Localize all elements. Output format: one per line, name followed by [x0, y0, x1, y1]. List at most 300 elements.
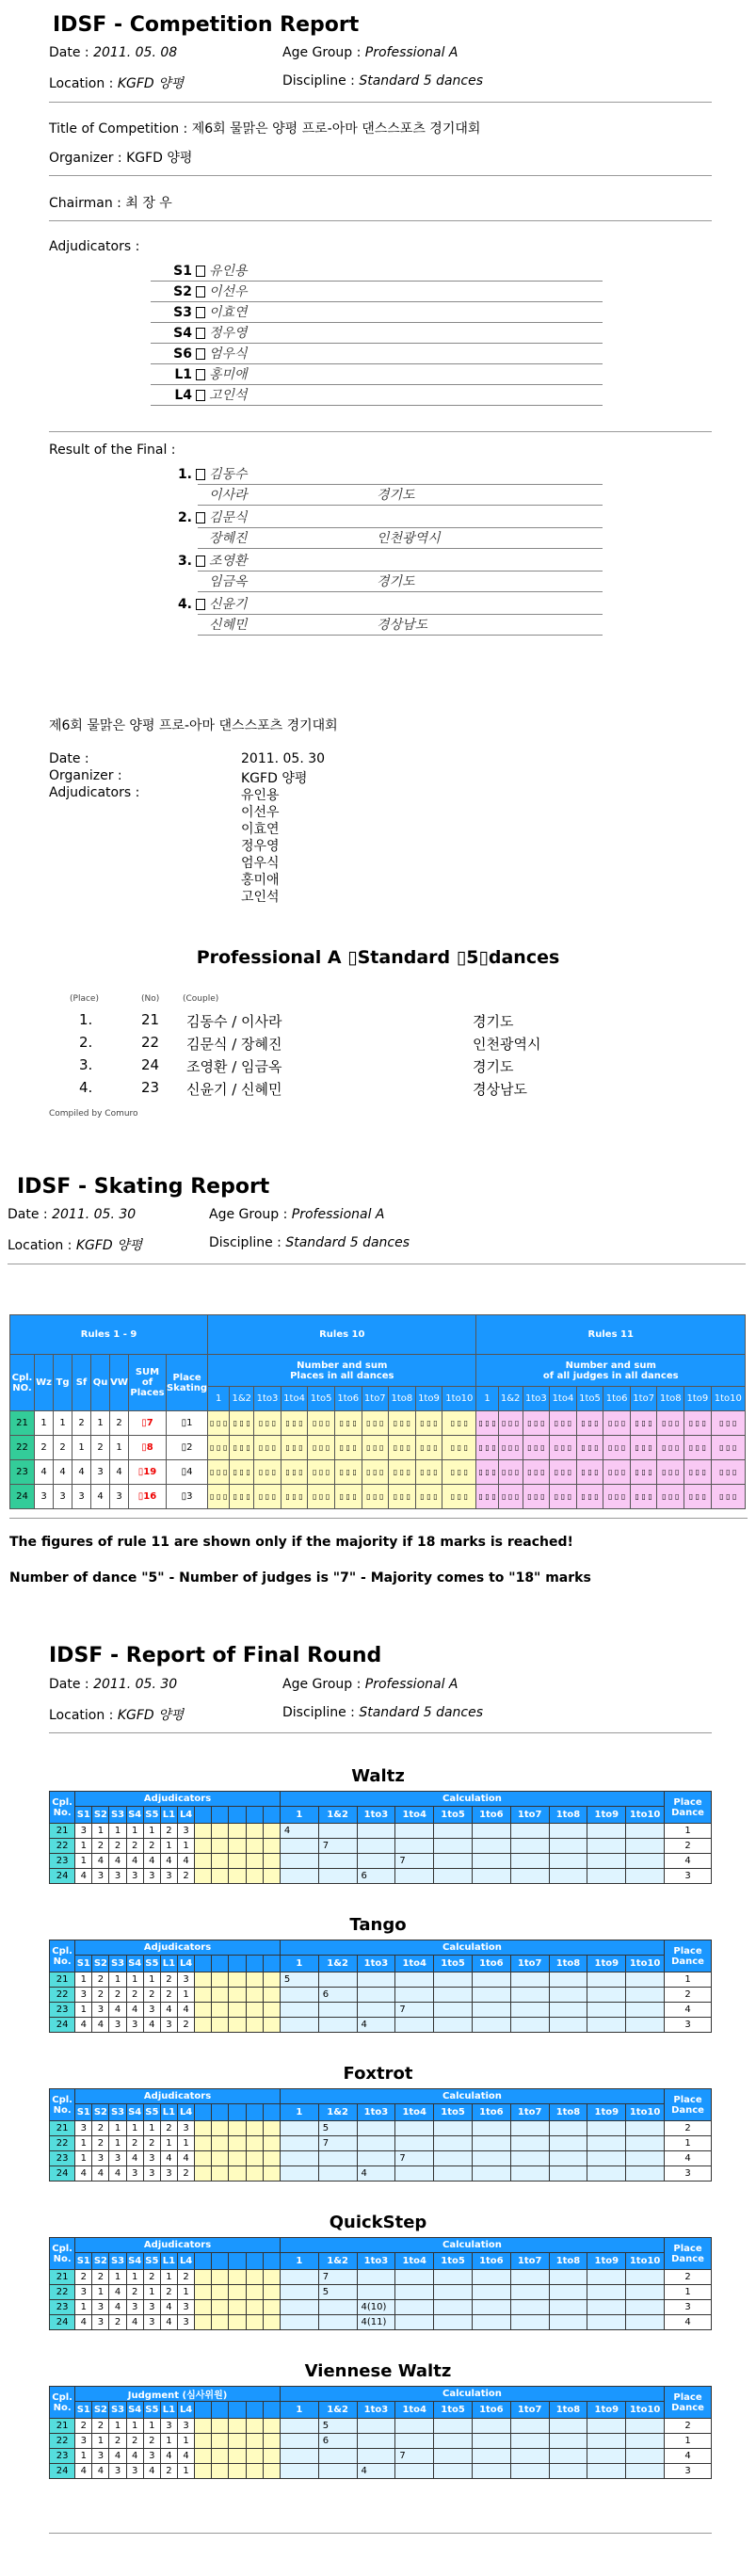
judge-col: S2	[92, 1807, 109, 1824]
judge-mark: 4	[109, 2449, 126, 2464]
calc-col: 1to5	[434, 1807, 473, 1824]
judge-col	[212, 2104, 229, 2121]
square-glyph	[196, 328, 205, 339]
place-dance: 4	[665, 2003, 712, 2018]
rule11-col: 1to9	[684, 1387, 712, 1411]
result-list	[151, 465, 603, 638]
judge-mark: 3	[143, 2300, 160, 2315]
judge-mark: 3	[178, 1972, 195, 1988]
rule10-cell: ▯ ▯ ▯	[208, 1436, 230, 1460]
chairman-row	[49, 193, 172, 212]
judge-mark	[229, 1869, 246, 1884]
calc-cell	[549, 2285, 587, 2300]
calc-cell	[434, 1854, 473, 1869]
judge-mark	[229, 2419, 246, 2434]
calc-col: 1to6	[472, 1956, 510, 1972]
fr-date-row	[49, 1677, 177, 1692]
result-region: 경기도	[377, 488, 415, 503]
summary-couple: 김문식 / 장혜진	[186, 1036, 282, 1053]
rule10-cell: ▯ ▯ ▯	[362, 1460, 389, 1485]
judge-mark	[263, 2018, 280, 2033]
calc-cell	[587, 2434, 626, 2449]
judge-mark: 1	[109, 1972, 126, 1988]
judge-mark: 2	[178, 2166, 195, 2182]
majority-note: Number of dance "5" - Number of judges is "7" - Majority comes to "18" marks	[9, 1570, 591, 1586]
calc-cell	[318, 1854, 357, 1869]
adjudicators-header: Adjudicators	[75, 1792, 281, 1807]
judge-mark: 4	[109, 2285, 126, 2300]
result-place: 1.	[177, 467, 192, 482]
judge-mark	[263, 2121, 280, 2136]
sk-date-value: 2011. 05. 30	[52, 1207, 137, 1222]
judge-mark	[195, 2300, 212, 2315]
judge-mark	[263, 1839, 280, 1854]
calc-cell	[434, 2003, 473, 2018]
judge-mark: 4	[92, 2464, 109, 2479]
judge-mark: 4	[143, 1854, 160, 1869]
final-row	[50, 2464, 712, 2479]
judge-mark	[246, 2449, 263, 2464]
judge-mark: 4	[109, 2003, 126, 2018]
fr-age-value: Professional A	[364, 1677, 458, 1692]
summary-date: 2011. 05. 30	[241, 751, 326, 766]
judge-mark: 4	[160, 2003, 177, 2018]
judge-mark	[263, 2166, 280, 2182]
judge-mark: 2	[160, 1824, 177, 1839]
judge-mark: 1	[178, 2285, 195, 2300]
final-row	[50, 2166, 712, 2182]
calc-cell	[587, 1839, 626, 1854]
calc-cell	[549, 2315, 587, 2330]
sk-date-row	[8, 1207, 136, 1222]
dance-place: 2	[54, 1436, 72, 1460]
judge-mark: 2	[143, 1988, 160, 2003]
calc-cell	[357, 2136, 395, 2151]
fr-discipline-row	[282, 1705, 483, 1720]
calc-cell	[357, 2285, 395, 2300]
underline	[151, 384, 603, 385]
rule10-cell: ▯ ▯ ▯	[415, 1436, 442, 1460]
judge-mark: 2	[126, 1839, 143, 1854]
sk-discipline-value: Standard 5 dances	[285, 1235, 410, 1250]
underline	[151, 363, 603, 364]
rule10-cell: ▯ ▯ ▯	[230, 1436, 254, 1460]
judge-mark	[212, 2300, 229, 2315]
judge-col	[246, 1956, 263, 1972]
rule10-cell: ▯ ▯ ▯	[362, 1411, 389, 1436]
judge-col: S3	[109, 2402, 126, 2419]
rule10-cell: ▯ ▯ ▯	[308, 1485, 335, 1509]
place-dance: 2	[665, 1988, 712, 2003]
calc-cell	[587, 2121, 626, 2136]
rule11-cell: ▯ ▯ ▯	[630, 1411, 657, 1436]
rule10-cell: ▯ ▯ ▯	[415, 1411, 442, 1436]
rule11-cell: ▯ ▯ ▯	[603, 1485, 631, 1509]
judge-mark: 2	[126, 2136, 143, 2151]
place-skating: ▯3	[167, 1485, 208, 1509]
summary-couple: 조영환 / 임금옥	[186, 1058, 282, 1075]
calc-cell	[472, 2136, 510, 2151]
cpl-number: 23	[10, 1460, 35, 1485]
calc-cell	[472, 2166, 510, 2182]
judge-mark: 4	[109, 1854, 126, 1869]
calc-cell	[395, 2270, 434, 2285]
adjudicator-code: S4	[173, 326, 192, 341]
sum-of-places: ▯16	[129, 1485, 167, 1509]
calc-cell	[549, 1824, 587, 1839]
final-round-title: IDSF - Report of Final Round	[49, 1644, 382, 1667]
judge-col: S2	[92, 2253, 109, 2270]
header-row	[50, 2104, 712, 2121]
calc-cell	[626, 2166, 665, 2182]
square-glyph	[196, 599, 205, 610]
judge-mark	[229, 2018, 246, 2033]
square-glyph	[196, 469, 205, 480]
calculation-header: Calculation	[280, 2089, 664, 2104]
judge-mark	[246, 1839, 263, 1854]
rule10-cell: ▯ ▯ ▯	[208, 1485, 230, 1509]
rule10-col: 1to3	[254, 1387, 281, 1411]
calc-cell	[280, 2300, 318, 2315]
judge-mark	[195, 2003, 212, 2018]
underline	[151, 301, 603, 302]
calc-col: 1to7	[510, 1956, 549, 1972]
judge-mark	[263, 2315, 280, 2330]
rules-10-header: Rules 10	[208, 1315, 476, 1355]
adjudicator-name: 고인석	[209, 388, 248, 403]
judge-mark: 2	[126, 1988, 143, 2003]
judge-mark	[212, 2136, 229, 2151]
adjudicator-list	[151, 262, 603, 407]
result-man: 신윤기	[209, 597, 248, 612]
calc-col: 1to3	[357, 1956, 395, 1972]
judge-col: S3	[109, 1807, 126, 1824]
judge-mark: 4	[75, 2464, 92, 2479]
judge-mark	[263, 1854, 280, 1869]
summary-place: 3.	[79, 1056, 93, 1073]
rule11-cell: ▯ ▯ ▯	[498, 1411, 523, 1436]
dance-header: Wz	[35, 1355, 54, 1411]
judge-mark: 4	[160, 2300, 177, 2315]
calc-col: 1to7	[510, 2253, 549, 2270]
judge-mark: 2	[109, 1988, 126, 2003]
judge-mark	[246, 2121, 263, 2136]
calc-cell	[626, 2449, 665, 2464]
calc-col: 1to10	[626, 1956, 665, 1972]
judge-mark: 3	[160, 2419, 177, 2434]
judge-mark	[195, 2136, 212, 2151]
calc-cell	[626, 2285, 665, 2300]
rule11-cell: ▯ ▯ ▯	[603, 1436, 631, 1460]
calc-cell	[434, 2121, 473, 2136]
org-value: KGFD 양평	[126, 151, 193, 166]
location-label: Location :	[49, 76, 118, 91]
result-label: Result of the Final :	[49, 443, 176, 458]
judge-mark: 1	[178, 1839, 195, 1854]
cpl-number: 24	[10, 1485, 35, 1509]
calc-col: 1to4	[395, 1956, 434, 1972]
judge-mark: 2	[160, 1972, 177, 1988]
judge-mark: 1	[126, 2270, 143, 2285]
adjudicator-name: 홍미애	[209, 367, 248, 382]
calc-col: 1	[280, 2104, 318, 2121]
header-row	[50, 1956, 712, 1972]
calc-cell	[318, 2449, 357, 2464]
rule11-cell: ▯ ▯ ▯	[711, 1436, 745, 1460]
sum-of-places: ▯19	[129, 1460, 167, 1485]
divider	[49, 431, 712, 432]
judge-mark	[246, 1869, 263, 1884]
result-line-lady	[151, 486, 603, 507]
judge-mark	[212, 1869, 229, 1884]
calc-cell	[434, 2300, 473, 2315]
dance-place: 2	[72, 1411, 91, 1436]
judge-mark: 2	[92, 2136, 109, 2151]
rule10-cell: ▯ ▯ ▯	[415, 1485, 442, 1509]
sk-date-label: Date :	[8, 1207, 53, 1222]
fr-date-value: 2011. 05. 30	[93, 1677, 178, 1692]
judge-mark	[246, 2300, 263, 2315]
header-row	[10, 1355, 746, 1387]
place-dance: 1	[665, 2136, 712, 2151]
summary-adjudicator: 홍미애	[241, 873, 280, 888]
dance-place: 3	[110, 1485, 129, 1509]
place-skating-header: Place Skating	[167, 1355, 208, 1411]
place-dance: 2	[665, 2270, 712, 2285]
calc-cell	[395, 2136, 434, 2151]
place-dance: 3	[665, 2018, 712, 2033]
judge-mark	[263, 1869, 280, 1884]
calc-cell	[395, 2315, 434, 2330]
judge-mark: 4	[75, 2018, 92, 2033]
cpl-number: 24	[50, 1869, 75, 1884]
judge-mark: 4	[160, 2449, 177, 2464]
judge-mark: 3	[126, 2464, 143, 2479]
rule11-cell: ▯ ▯ ▯	[550, 1436, 577, 1460]
place-skating: ▯4	[167, 1460, 208, 1485]
rule11-cell: ▯ ▯ ▯	[498, 1485, 523, 1509]
calc-cell: 7	[318, 2136, 357, 2151]
judge-mark	[246, 1854, 263, 1869]
adjudicators-label: Adjudicators :	[49, 239, 140, 254]
judge-mark	[246, 1988, 263, 2003]
judge-mark: 4	[178, 2449, 195, 2464]
calc-col: 1	[280, 2402, 318, 2419]
calc-cell	[434, 2018, 473, 2033]
judge-mark: 3	[126, 2166, 143, 2182]
fr-date-label: Date :	[49, 1677, 94, 1692]
place-dance: 2	[665, 2121, 712, 2136]
rules-11-sub	[476, 1355, 746, 1387]
comp-label: Title of Competition :	[49, 121, 192, 137]
calc-col: 1to4	[395, 1807, 434, 1824]
calc-col: 1&2	[318, 1956, 357, 1972]
judge-mark: 3	[143, 1869, 160, 1884]
age-label: Age Group :	[282, 45, 365, 60]
divider	[9, 1518, 748, 1519]
rule11-cell: ▯ ▯ ▯	[476, 1485, 498, 1509]
calc-cell	[280, 2270, 318, 2285]
calc-col: 1to8	[549, 2253, 587, 2270]
sum-of-places: ▯7	[129, 1411, 167, 1436]
calc-cell	[280, 2166, 318, 2182]
adjudicator-name: 이선우	[209, 284, 248, 299]
judge-mark	[263, 2464, 280, 2479]
judge-mark	[229, 1839, 246, 1854]
calc-cell	[280, 2464, 318, 2479]
judge-mark: 2	[126, 2285, 143, 2300]
calc-cell	[395, 2018, 434, 2033]
result-lady: 이사라	[209, 488, 248, 503]
judge-mark	[229, 2151, 246, 2166]
judge-mark: 1	[75, 1972, 92, 1988]
adjudicator-code: S2	[173, 284, 192, 299]
underline	[151, 281, 603, 282]
place-dance: 1	[665, 1972, 712, 1988]
judge-mark: 2	[160, 2121, 177, 2136]
judge-col: S4	[126, 1807, 143, 1824]
final-row	[50, 2151, 712, 2166]
calc-cell	[357, 1854, 395, 1869]
adjudicator-code: S1	[173, 264, 192, 279]
calc-cell	[434, 2434, 473, 2449]
calc-cell	[318, 1869, 357, 1884]
skating-table-wrap	[9, 1314, 746, 1509]
judge-mark	[212, 1972, 229, 1988]
judge-mark: 4	[109, 2300, 126, 2315]
calc-cell	[472, 2315, 510, 2330]
final-row	[50, 2136, 712, 2151]
judge-mark	[246, 2270, 263, 2285]
divider	[49, 2533, 712, 2534]
calc-col: 1to3	[357, 2253, 395, 2270]
summary-result-row	[0, 1079, 756, 1102]
judge-mark: 4	[160, 2315, 177, 2330]
skating-row	[10, 1485, 746, 1509]
skating-report-title: IDSF - Skating Report	[17, 1175, 270, 1199]
judge-mark: 3	[126, 2300, 143, 2315]
judge-mark: 3	[92, 2449, 109, 2464]
judge-mark: 3	[92, 2315, 109, 2330]
judge-mark: 1	[143, 2419, 160, 2434]
judge-col: L1	[160, 2104, 177, 2121]
judge-mark	[229, 2315, 246, 2330]
dance-place: 3	[91, 1460, 110, 1485]
rules-10-sub-2: Places in all dances	[290, 1370, 394, 1381]
judge-mark: 1	[92, 2285, 109, 2300]
calc-cell	[434, 1988, 473, 2003]
calc-cell	[510, 2300, 549, 2315]
judge-col: S2	[92, 1956, 109, 1972]
adjudicator-name: 이효연	[209, 305, 248, 320]
rule10-cell: ▯ ▯ ▯	[334, 1485, 362, 1509]
rule10-cell: ▯ ▯ ▯	[389, 1485, 416, 1509]
judge-mark: 1	[126, 1824, 143, 1839]
calc-cell: 7	[395, 2003, 434, 2018]
skating-row	[10, 1460, 746, 1485]
judge-mark: 4	[92, 2018, 109, 2033]
calc-cell	[357, 1824, 395, 1839]
judge-mark: 1	[75, 2136, 92, 2151]
judge-mark: 2	[160, 2464, 177, 2479]
rule10-cell: ▯ ▯ ▯	[442, 1460, 476, 1485]
underline	[151, 322, 603, 323]
calc-col: 1to9	[587, 1956, 626, 1972]
rules-10-sub	[208, 1355, 476, 1387]
dance-header: Qu	[91, 1355, 110, 1411]
calc-col: 1to9	[587, 1807, 626, 1824]
calc-cell	[395, 1988, 434, 2003]
calc-col: 1to7	[510, 2104, 549, 2121]
judge-mark: 2	[178, 2018, 195, 2033]
calc-cell	[395, 2285, 434, 2300]
judge-col: L4	[178, 2402, 195, 2419]
judge-mark	[263, 2419, 280, 2434]
calc-cell	[280, 1988, 318, 2003]
judge-col	[263, 1807, 280, 1824]
compiled-by: Compiled by Comuro	[49, 1109, 138, 1119]
calc-cell: 7	[395, 1854, 434, 1869]
rule10-col: 1to4	[281, 1387, 308, 1411]
calc-cell	[472, 1839, 510, 1854]
judge-mark: 1	[143, 2285, 160, 2300]
final-row	[50, 2121, 712, 2136]
col-place: (Place)	[70, 994, 99, 1004]
judge-mark: 2	[109, 2315, 126, 2330]
calc-cell	[626, 2003, 665, 2018]
square-glyph	[196, 307, 205, 318]
cpl-header: Cpl. No.	[50, 2387, 75, 2419]
judge-mark: 3	[178, 2419, 195, 2434]
judge-col	[263, 2104, 280, 2121]
rule10-col: 1&2	[230, 1387, 254, 1411]
rule11-cell: ▯ ▯ ▯	[711, 1460, 745, 1485]
calc-col: 1to5	[434, 2104, 473, 2121]
calc-cell	[434, 2464, 473, 2479]
rule10-cell: ▯ ▯ ▯	[389, 1411, 416, 1436]
judge-mark: 2	[75, 2270, 92, 2285]
rule10-col: 1to6	[334, 1387, 362, 1411]
calc-cell	[587, 2136, 626, 2151]
judge-col: S3	[109, 1956, 126, 1972]
rule10-cell: ▯ ▯ ▯	[308, 1436, 335, 1460]
place-dance: 2	[665, 2419, 712, 2434]
rule10-col: 1to7	[362, 1387, 389, 1411]
calc-col: 1&2	[318, 2253, 357, 2270]
calc-cell	[549, 2121, 587, 2136]
calc-cell	[434, 2285, 473, 2300]
judge-mark	[212, 1854, 229, 1869]
judge-mark: 3	[75, 1824, 92, 1839]
calc-cell	[587, 2464, 626, 2479]
calc-cell	[434, 1839, 473, 1854]
judge-mark: 2	[109, 1839, 126, 1854]
judge-mark	[212, 2419, 229, 2434]
judge-col	[229, 2104, 246, 2121]
dance-title: QuickStep	[329, 2213, 427, 2232]
calc-col: 1to9	[587, 2402, 626, 2419]
calc-cell	[280, 2121, 318, 2136]
calc-cell	[510, 2419, 549, 2434]
rule11-cell: ▯ ▯ ▯	[603, 1411, 631, 1436]
calc-cell	[280, 2449, 318, 2464]
rule11-cell: ▯ ▯ ▯	[550, 1411, 577, 1436]
rule11-cell: ▯ ▯ ▯	[476, 1460, 498, 1485]
rule11-cell: ▯ ▯ ▯	[523, 1460, 550, 1485]
judge-mark	[229, 2136, 246, 2151]
judge-mark: 1	[109, 1824, 126, 1839]
judge-col	[195, 2253, 212, 2270]
